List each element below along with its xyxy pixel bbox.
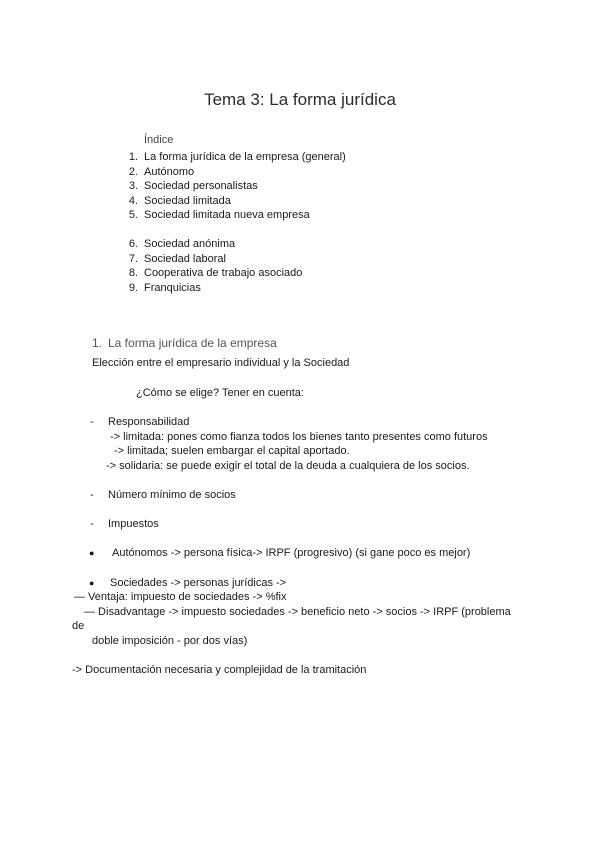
index-label: Índice	[144, 134, 174, 146]
dash-marker: -	[90, 416, 94, 428]
toc-item: 6. Sociedad anónima	[128, 238, 236, 250]
bullet-icon: ●	[89, 578, 95, 588]
impuestos-item: Impuestos	[108, 518, 159, 530]
toc-item: 9. Franquicias	[128, 281, 201, 294]
autonomos-line: Autónomos -> persona física-> IRPF (progresivo) (si gane poco es mejor)	[112, 547, 471, 559]
responsabilidad-item: Responsabilidad	[108, 416, 190, 428]
doble-imposicion-line: doble imposición - por dos vías)	[92, 635, 248, 647]
how-to-choose-line: ¿Cómo se elige? Tener en cuenta:	[136, 387, 304, 399]
numero-minimo-item: Número mínimo de socios	[108, 489, 236, 501]
toc-item: 5. Sociedad limitada nueva empresa	[128, 209, 310, 222]
dash-marker: -	[90, 489, 94, 501]
sociedades-line: Sociedades -> personas jurídicas ->	[110, 577, 287, 589]
bullet-icon: ●	[89, 548, 95, 558]
choice-line: Elección entre el empresario individual y la Sociedad	[92, 357, 350, 369]
disadvantage-wrap: de	[72, 620, 85, 632]
solidaria-line: -> solidaria: se puede exigir el total de la deuda a cualquiera de los socios.	[106, 460, 470, 472]
toc-list-group-1	[118, 150, 346, 223]
toc-item: 3. Sociedad personalistas	[128, 180, 258, 193]
toc-item: 7. Sociedad laboral	[128, 252, 226, 265]
toc-item: 8. Cooperativa de trabajo asociado	[128, 267, 303, 280]
toc-item: 2. Autónomo	[128, 165, 195, 178]
page-title: Tema 3: La forma jurídica	[204, 90, 396, 109]
limitada-line-1: -> limitada: pones como fianza todos los bienes tanto presentes como futuros	[110, 431, 488, 443]
documentacion-line: -> Documentación necesaria y complejidad de la tramitación	[72, 664, 367, 676]
ventaja-line: — Ventaja: impuesto de sociedades -> %fix	[74, 591, 287, 603]
dash-marker: -	[90, 518, 94, 530]
toc-item: 4. Sociedad limitada	[128, 194, 231, 207]
limitada-line-2: -> limitada; suelen embargar el capital aportado.	[114, 445, 350, 457]
toc-list-group-2	[118, 237, 302, 295]
section-heading: 1. La forma jurídica de la empresa	[92, 336, 277, 350]
disadvantage-line: — Disadvantage -> impuesto sociedades -> beneficio neto -> socios -> IRPF (problema	[84, 606, 511, 618]
toc-item: 1. La forma jurídica de la empresa (general)	[128, 151, 346, 163]
